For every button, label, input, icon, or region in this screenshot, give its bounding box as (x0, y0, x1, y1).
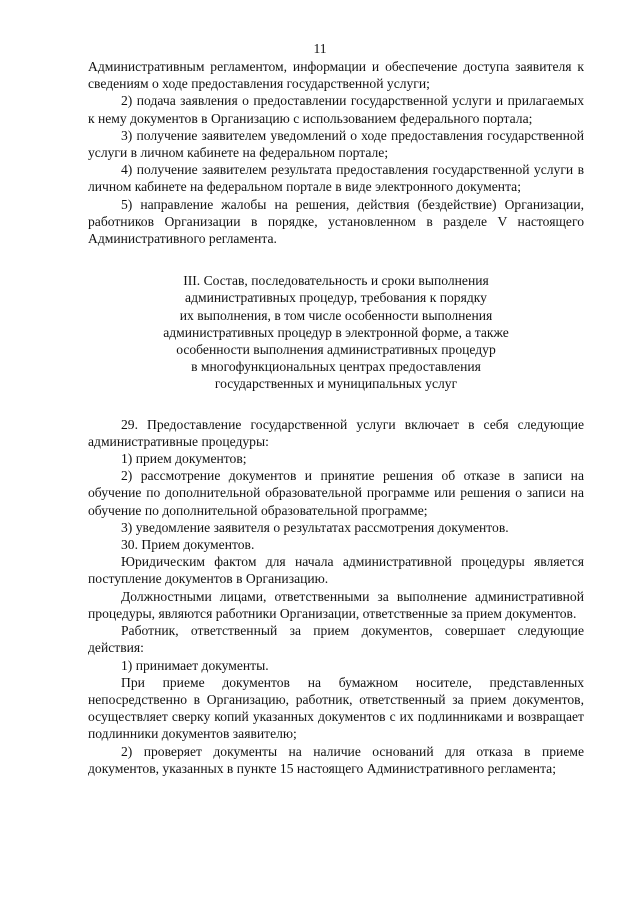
heading-line: государственных и муниципальных услуг (214, 376, 458, 392)
heading-line: в многофункциональных центрах предоставления (191, 359, 481, 375)
document-body (88, 58, 584, 777)
paragraph: 3) уведомление заявителя о результатах рассмотрения документов. (121, 519, 509, 535)
paragraph: При приеме документов на бумажном носителе, представленных непосредственно в Организацию, работник, ответственный за прием документов, осуществляет сверку копий указанных документов с их подлинниками и возвращает подлинники документов заявителю; (88, 674, 584, 742)
heading-line: III. Состав, последовательность и сроки выполнения (183, 273, 489, 289)
heading-line: особенности выполнения административных процедур (176, 342, 496, 358)
paragraph: 1) принимает документы. (121, 657, 269, 673)
paragraph: 4) получение заявителем результата предоставления государственной услуги в личном кабинете на федеральном портале в виде электронного документа; (88, 162, 584, 195)
paragraph: 1) прием документов; (121, 451, 247, 467)
paragraph: Юридическим фактом для начала административной процедуры является поступление документов в Организацию. (88, 554, 584, 587)
paragraph: 2) проверяет документы на наличие оснований для отказа в приеме документов, указанных в пункте 15 настоящего Административного регламента; (88, 743, 584, 776)
paragraph: 29. Предоставление государственной услуги включает в себя следующие административные процедуры: (88, 416, 584, 449)
section-heading (88, 272, 584, 392)
heading-line: административных процедур в электронной форме, а также (163, 324, 509, 340)
heading-line: административных процедур, требования к порядку (185, 290, 487, 306)
heading-line: их выполнения, в том числе особенности выполнения (179, 307, 493, 323)
top-paragraphs (88, 58, 584, 247)
paragraph: 3) получение заявителем уведомлений о ходе предоставления государственной услуги в личном кабинете на федеральном портале; (88, 127, 584, 161)
paragraph: 30. Прием документов. (121, 537, 255, 553)
paragraph: 2) подача заявления о предоставлении государственной услуги и прилагаемых к нему документов в Организацию с использованием федерального портала; (88, 93, 584, 126)
paragraph: Работник, ответственный за прием документов, совершает следующие действия: (88, 623, 584, 656)
paragraph: 2) рассмотрение документов и принятие решения об отказе в записи на обучение по дополнительной образовательной программе или решения о записи на обучение по дополнительной образовательной программе; (88, 468, 584, 518)
paragraph: 5) направление жалобы на решения, действия (бездействие) Организации, работников Организации в порядке, установленном в разделе V настоящего Административного регламента. (88, 196, 584, 247)
paragraph: Должностными лицами, ответственными за выполнение административной процедуры, являются работники Организации, ответственные за прием документов. (88, 588, 584, 621)
page-number: 11 (313, 41, 327, 56)
paragraph: Административным регламентом, информации и обеспечение доступа заявителя к сведениям о ходе предоставления государственной услуги; (88, 59, 584, 92)
bottom-paragraphs (88, 416, 584, 777)
